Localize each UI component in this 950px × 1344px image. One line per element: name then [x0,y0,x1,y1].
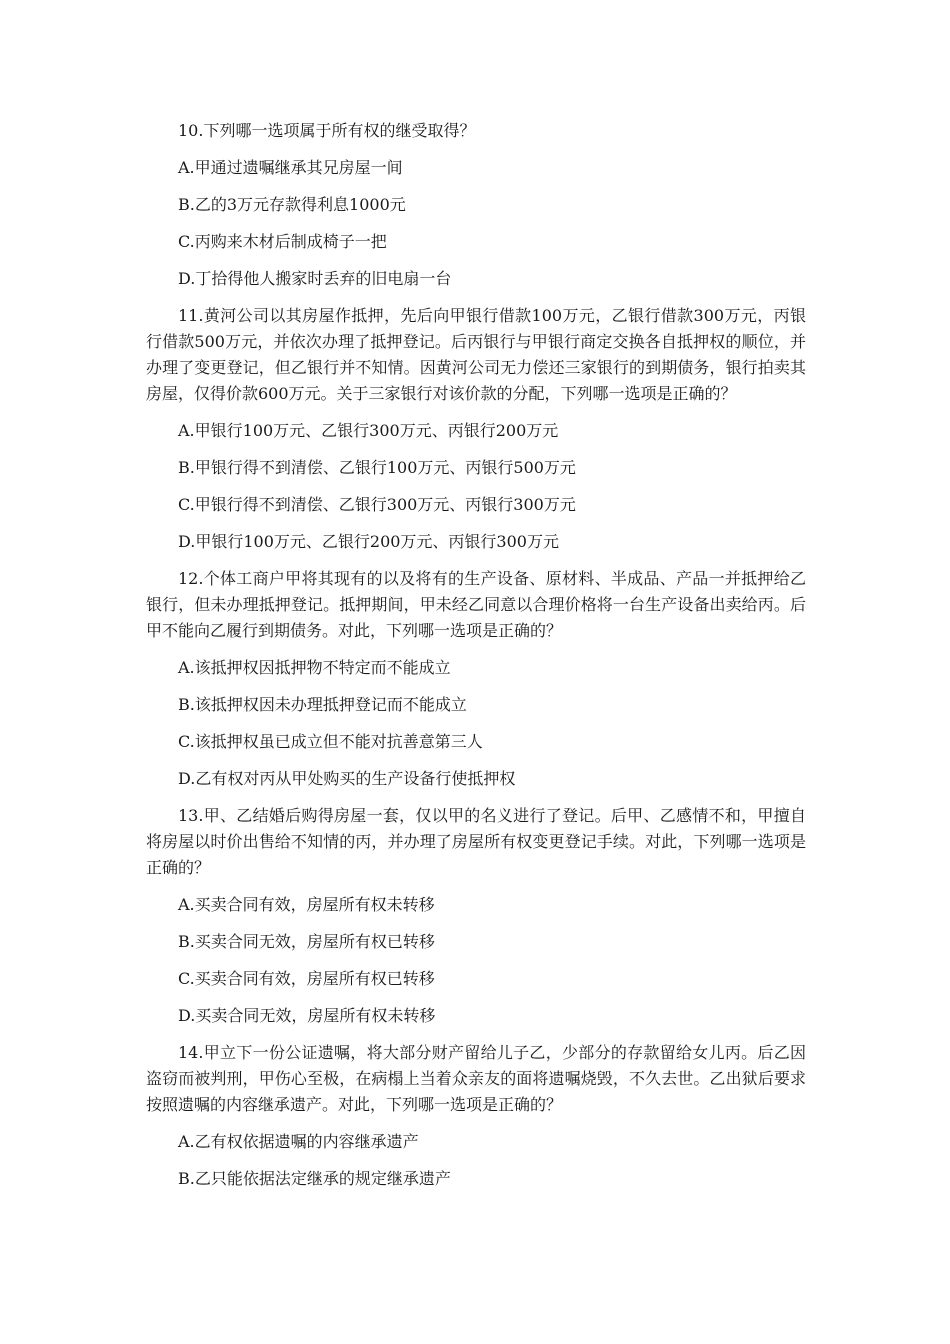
question-13-option-c: C.买卖合同有效，房屋所有权已转移 [178,969,435,988]
question-12-option-c: C.该抵押权虽已成立但不能对抗善意第三人 [178,732,483,751]
question-12-stem: 12.个体工商户甲将其现有的以及将有的生产设备、原材料、半成品、产品一并抵押给乙银行，但未办理抵押登记。抵押期间，甲未经乙同意以合理价格将一台生产设备出卖给丙。后甲不能向乙履行到期债务。对此，下列哪一选项是正确的？ [146,569,806,640]
question-14-option-a: A.乙有权依据遗嘱的内容继承遗产 [178,1132,419,1151]
question-11-stem: 11.黄河公司以其房屋作抵押，先后向甲银行借款100万元，乙银行借款300万元，丙银行借款500万元，并依次办理了抵押登记。后丙银行与甲银行商定交换各自抵押权的顺位，并办理了变更登记，但乙银行并不知情。因黄河公司无力偿还三家银行的到期债务，银行拍卖其房屋，仅得价款600万元。关于三家银行对该价款的分配，下列哪一选项是正确的？ [146,306,806,403]
question-11-option-c: C.甲银行得不到清偿、乙银行300万元、丙银行300万元 [178,495,576,514]
question-13-option-d: D.买卖合同无效，房屋所有权未转移 [178,1006,436,1025]
question-10-option-c: C.丙购来木材后制成椅子一把 [178,232,387,251]
question-13-option-b: B.买卖合同无效，房屋所有权已转移 [178,932,435,951]
question-12-option-b: B.该抵押权因未办理抵押登记而不能成立 [178,695,467,714]
question-11-option-d: D.甲银行100万元、乙银行200万元、丙银行300万元 [178,532,559,551]
question-13-stem: 13.甲、乙结婚后购得房屋一套，仅以甲的名义进行了登记。后甲、乙感情不和，甲擅自将房屋以时价出售给不知情的丙，并办理了房屋所有权变更登记手续。对此，下列哪一选项是正确的？ [146,806,806,877]
question-11-option-b: B.甲银行得不到清偿、乙银行100万元、丙银行500万元 [178,458,576,477]
question-10-option-d: D.丁拾得他人搬家时丢弃的旧电扇一台 [178,269,452,288]
question-12-option-d: D.乙有权对丙从甲处购买的生产设备行使抵押权 [178,769,516,788]
question-10-stem: 10.下列哪一选项属于所有权的继受取得？ [178,121,476,140]
question-10-option-a: A.甲通过遗嘱继承其兄房屋一间 [178,158,403,177]
question-12-option-a: A.该抵押权因抵押物不特定而不能成立 [178,658,451,677]
question-14-stem: 14.甲立下一份公证遗嘱，将大部分财产留给儿子乙，少部分的存款留给女儿丙。后乙因盗窃而被判刑，甲伤心至极，在病榻上当着众亲友的面将遗嘱烧毁，不久去世。乙出狱后要求按照遗嘱的内容继承遗产。对此，下列哪一选项是正确的？ [146,1043,806,1114]
question-14-option-b: B.乙只能依据法定继承的规定继承遗产 [178,1169,451,1188]
question-10-option-b: B.乙的3万元存款得利息1000元 [178,195,406,214]
question-13-option-a: A.买卖合同有效，房屋所有权未转移 [178,895,435,914]
question-11-option-a: A.甲银行100万元、乙银行300万元、丙银行200万元 [178,421,559,440]
document-page [146,118,806,1192]
